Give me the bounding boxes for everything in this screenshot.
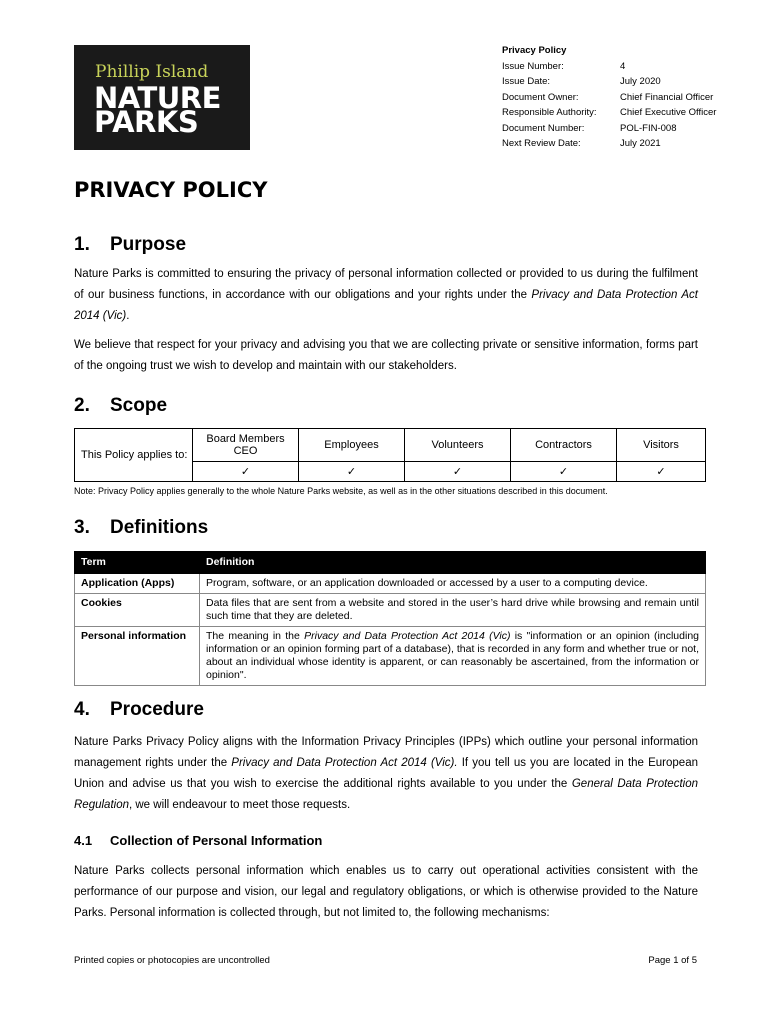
checkmark-icon: ✓	[405, 462, 511, 482]
scope-column-header: Visitors	[617, 429, 706, 462]
text-run: If you tell us you are located in the European Union and advise us that you wish to exercise the additional rights available to you under the	[74, 757, 698, 790]
purpose-paragraph-2: We believe that respect for your privacy and advising you that we are collecting private or sensitive information, forms part of the ongoing trust we wish to develop and maintain with our stakeholders.	[74, 339, 698, 372]
purpose-paragraph-1	[74, 264, 698, 327]
subsection-heading-collection	[74, 833, 322, 848]
subsection-number: 4.1	[74, 833, 93, 848]
subsection-title: Collection of Personal Information	[110, 833, 323, 848]
section-heading-procedure	[74, 699, 204, 721]
section-number: 2.	[74, 395, 90, 416]
meta-key: Issue Date:	[502, 76, 551, 87]
meta-key: Next Review Date:	[502, 138, 581, 149]
term-cell: Cookies	[75, 594, 200, 627]
page-number: Page 1 of 5	[648, 955, 697, 966]
meta-value: 4	[620, 60, 626, 72]
section-title: Procedure	[110, 699, 204, 720]
table-row	[75, 627, 706, 686]
act-reference: Privacy and Data Protection Act 2014 (Vic)	[304, 630, 511, 642]
footer-disclaimer: Printed copies or photocopies are uncontrolled	[74, 955, 270, 966]
text-run: Nature Parks Privacy Policy aligns with the Information Privacy Principles (IPPs) which outline your personal information management rights under the	[74, 736, 698, 769]
text-run: Nature Parks is committed to ensuring the privacy of personal information collected or provided to us during the fulfilment of our business functions, in accordance with our obligations and your rights under the	[74, 268, 698, 301]
text-run: , we will endeavour to meet those requests.	[128, 799, 351, 811]
meta-value: July 2021	[620, 138, 661, 149]
meta-value: Chief Financial Officer	[620, 91, 714, 103]
term-cell: Application (Apps)	[75, 574, 200, 594]
meta-row	[502, 107, 716, 123]
scope-table	[74, 428, 706, 482]
logo-line-1: Phillip Island	[95, 62, 209, 82]
regulation-reference: General Data Protection Regulation	[74, 778, 698, 811]
act-reference: Privacy and Data Protection Act 2014 (Vic)	[74, 289, 698, 322]
meta-row	[502, 76, 716, 92]
meta-value: POL-FIN-008	[620, 122, 677, 134]
meta-row	[502, 138, 716, 154]
procedure-paragraph	[74, 732, 698, 816]
logo	[74, 45, 250, 150]
table-row	[75, 594, 706, 627]
definition-cell: Program, software, or an application downloaded or accessed by a user to a computing device.	[200, 574, 706, 594]
page-title: PRIVACY POLICY	[74, 178, 268, 202]
section-heading-purpose	[74, 234, 186, 256]
checkmark-icon: ✓	[511, 462, 617, 482]
table-header-row	[75, 552, 706, 574]
logo-line-2: NATURE	[94, 81, 221, 115]
meta-value: Chief Executive Officer	[620, 107, 717, 118]
section-heading-definitions	[74, 517, 208, 539]
header-term: Term	[75, 552, 200, 574]
section-heading-scope	[74, 395, 167, 417]
section-number: 1.	[74, 234, 90, 255]
checkmark-icon: ✓	[193, 462, 299, 482]
act-reference: Privacy and Data Protection Act 2014 (Vic).	[231, 757, 458, 769]
meta-title: Privacy Policy	[502, 45, 567, 56]
section-title: Scope	[110, 395, 168, 416]
meta-key: Document Owner:	[502, 91, 579, 103]
definition-cell: Data files that are sent from a website and stored in the user’s hard drive while browsing and remain until such time that they are deleted.	[200, 594, 706, 627]
section-title: Purpose	[110, 234, 187, 255]
meta-row	[502, 123, 716, 139]
definition-cell	[200, 627, 706, 686]
header-line: CEO	[233, 445, 258, 457]
scope-note: Note: Privacy Policy applies generally to the whole Nature Parks website, as well as in the other situations described in this document.	[74, 486, 608, 496]
section-title: Definitions	[110, 517, 209, 538]
table-row	[75, 574, 706, 594]
logo-line-3: PARKS	[94, 105, 199, 139]
section-number: 3.	[74, 517, 90, 538]
meta-row	[502, 61, 716, 77]
meta-key: Document Number:	[502, 122, 585, 134]
meta-key: Responsible Authority:	[502, 107, 597, 118]
collection-paragraph: Nature Parks collects personal information which enables us to carry out operational activities consistent with the performance of our purpose and vision, our legal and regulatory obligations, or which is otherwise provided to the Nature Parks. Personal information is collected through, but not limited to, the following mechanisms:	[74, 865, 698, 919]
scope-applies-label: This Policy applies to:	[75, 429, 193, 482]
scope-column-header	[193, 429, 299, 462]
scope-column-header: Volunteers	[405, 429, 511, 462]
checkmark-icon: ✓	[299, 462, 405, 482]
text-run: is "information or an opinion (including information or an opinion forming part of a database), that is recorded in any form and whether true or not, about an individual whose identity is apparent, or can reasonably be ascertained, from the information or opinion".	[206, 630, 700, 681]
meta-key: Issue Number:	[502, 60, 564, 72]
text-run: The meaning in the	[206, 630, 305, 642]
term-cell: Personal information	[75, 627, 200, 686]
header-definition: Definition	[200, 552, 706, 574]
section-number: 4.	[74, 699, 90, 720]
header-line: Board Members	[206, 433, 285, 445]
text-run: .	[126, 310, 130, 322]
scope-column-header: Contractors	[511, 429, 617, 462]
scope-column-header: Employees	[299, 429, 405, 462]
meta-row	[502, 92, 716, 108]
definitions-table	[74, 551, 706, 686]
checkmark-icon: ✓	[617, 462, 706, 482]
document-metadata	[502, 45, 716, 154]
meta-value: July 2020	[620, 76, 661, 87]
